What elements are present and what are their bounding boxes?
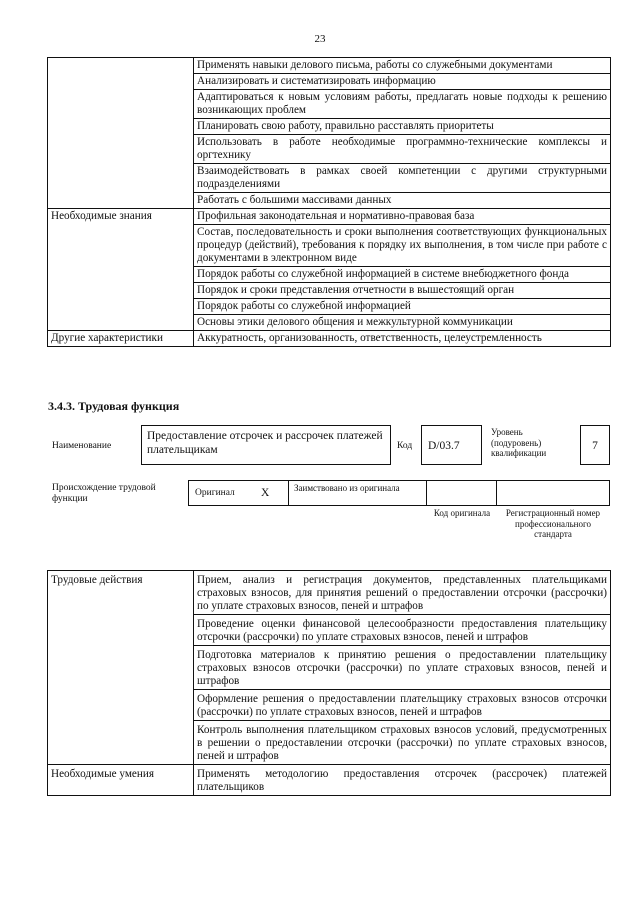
borrowed-cell [288, 480, 427, 506]
knowledge-label: Необходимые знания [48, 209, 194, 331]
knowledge-item: Порядок работы со служебной информацией [194, 299, 611, 315]
required-skill-item: Применять методологию предоставления отсрочек (рассрочек) платежей плательщиков [194, 765, 611, 796]
reg-number-cell [496, 480, 610, 506]
other-characteristics-value: Аккуратность, организованность, ответственность, целеустремленность [194, 331, 611, 347]
required-skills-label: Необходимые умения [48, 765, 194, 796]
original-mark: X [261, 487, 270, 499]
level-label: Уровень (подуровень) квалификации [491, 427, 547, 458]
skill-item: Анализировать и систематизировать информацию [194, 74, 611, 90]
level-value: 7 [592, 440, 598, 452]
knowledge-item: Профильная законодательная и нормативно-правовая база [194, 209, 611, 225]
table-row [48, 765, 611, 796]
skill-item: Адаптироваться к новым условиям работы, предлагать новые подходы к решению возникающих проблем [194, 90, 611, 119]
name-label: Наименование [52, 441, 112, 451]
labor-action-item: Контроль выполнения плательщиком страховых взносов условий, предусмотренных в решении о предоставлении отсрочки (рассрочки) по уплате страховых взносов, пеней и штрафов [194, 721, 611, 765]
code-label: Код [397, 441, 413, 451]
original-label: Оригинал [195, 488, 235, 498]
knowledge-item: Основы этики делового общения и межкультурной коммуникации [194, 315, 611, 331]
reg-number-label: Регистрационный номер профессионального стандарта [505, 508, 601, 539]
labor-action-item: Подготовка материалов к принятию решения о предоставлении плательщику страховых взносов отсрочки (рассрочки) по уплате страховых взносов, пеней и штрафов [194, 646, 611, 690]
skills-label-cell [48, 58, 194, 209]
skill-item: Планировать свою работу, правильно расставлять приоритеты [194, 119, 611, 135]
table-row [48, 209, 611, 225]
table-row [48, 571, 611, 615]
original-cell [188, 480, 289, 506]
origin-code-label: Код оригинала [433, 508, 491, 518]
table-row [48, 58, 611, 74]
code-value: D/03.7 [428, 440, 460, 452]
function-name-box [141, 425, 391, 465]
labor-actions-label: Трудовые действия [48, 571, 194, 765]
knowledge-item: Состав, последовательность и сроки выполнения соответствующих функциональных процедур (действий), требования к порядку их выполнения, в том числе при работе с документами в электронном виде [194, 225, 611, 267]
labor-action-item: Проведение оценки финансовой целесообразности предоставления плательщику отсрочки (рассрочки) по уплате страховых взносов, пеней и штрафов [194, 615, 611, 646]
skill-item: Работать с большими массивами данных [194, 193, 611, 209]
skills-knowledge-table [47, 57, 611, 347]
knowledge-item: Порядок работы со служебной информацией в системе внебюджетного фонда [194, 267, 611, 283]
code-box [421, 425, 482, 465]
table-row [48, 331, 611, 347]
other-characteristics-label: Другие характеристики [48, 331, 194, 347]
skill-item: Взаимодействовать в рамках своей компетенции с другими структурными подразделениями [194, 164, 611, 193]
labor-actions-table [47, 570, 611, 796]
borrowed-label: Заимствовано из оригинала [294, 483, 400, 493]
labor-action-item: Прием, анализ и регистрация документов, представленных плательщиками страховых взносов, для принятия решений о предоставлении отсрочки (рассрочки) по уплате страховых взносов, пеней и штрафов [194, 571, 611, 615]
page-number: 23 [314, 33, 326, 45]
origin-code-cell [426, 480, 497, 506]
function-name-value: Предоставление отсрочек и рассрочек платежей плательщикам [147, 430, 383, 456]
skill-item: Применять навыки делового письма, работы со служебными документами [194, 58, 611, 74]
skill-item: Использовать в работе необходимые программно-технические комплексы и оргтехнику [194, 135, 611, 164]
knowledge-item: Порядок и сроки представления отчетности в вышестоящий орган [194, 283, 611, 299]
origin-label: Происхождение трудовой функции [52, 483, 156, 504]
labor-action-item: Оформление решения о предоставлении плательщику страховых взносов отсрочки (рассрочки) по уплате страховых взносов, пеней и штрафов [194, 690, 611, 721]
level-box [580, 425, 610, 465]
section-title: 3.4.3. Трудовая функция [48, 399, 180, 413]
